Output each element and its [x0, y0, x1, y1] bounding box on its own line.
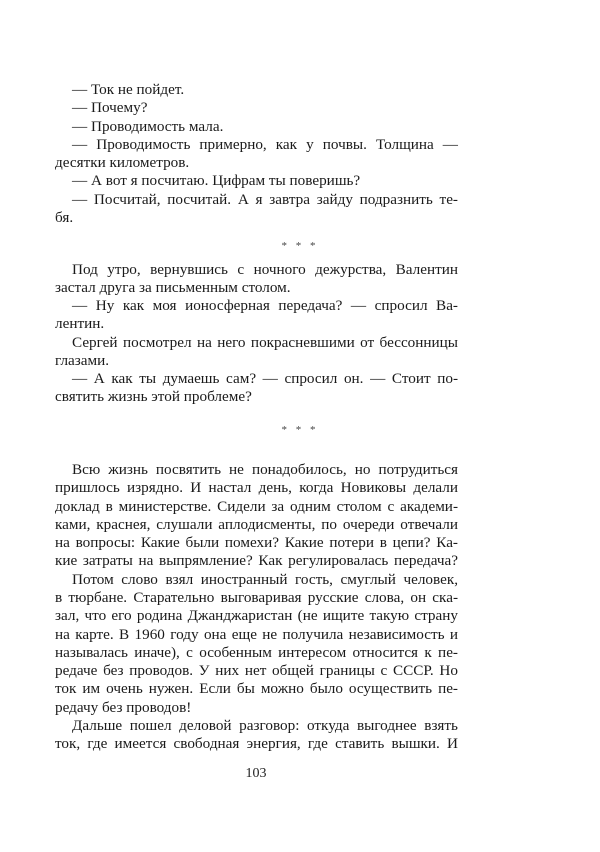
text-line: — Посчитай, посчитай. А я завтра зайду подразнить те-: [72, 191, 458, 208]
text-line: глазами.: [55, 352, 110, 369]
text-line: святить жизнь этой проблеме?: [55, 388, 252, 405]
text-line: Потом слово взял иностранный гость, смуглый человек,: [72, 571, 458, 588]
text-line: Сергей посмотрел на него покрасневшими от бессонницы: [72, 334, 458, 351]
text-line: доклад в министерстве. Сидели за одним столом с академи-: [55, 498, 458, 515]
text-line: — Ну как моя ионосферная передача? — спросил Ва-: [72, 297, 458, 314]
text-line: зал, что его родина Джанджаристан (не ищите такую страну: [55, 607, 458, 624]
text-line: — Проводимость мала.: [72, 118, 224, 135]
text-line: в тюрбане. Старательно выговаривая русские слова, он ска-: [55, 589, 458, 606]
text-line: десятки километров.: [55, 154, 190, 171]
section-separator: * * *: [281, 424, 319, 436]
text-line: редачу без проводов!: [55, 699, 192, 716]
text-line: кие затраты на выпрямление? Как регулировалась передача?: [55, 552, 458, 569]
text-line: — Почему?: [72, 99, 148, 116]
text-line: ток им очень нужен. Если бы можно было осуществить пе-: [55, 680, 458, 697]
text-line: — А вот я посчитаю. Цифрам ты поверишь?: [72, 172, 361, 189]
section-separator: * * *: [281, 240, 319, 252]
text-line: застал друга за письменным столом.: [55, 279, 291, 296]
text-line: Всю жизнь посвятить не понадобилось, но потрудиться: [72, 461, 458, 478]
text-line: редаче без проводов. У них нет общей границы с СССР. Но: [55, 662, 458, 679]
text-line: Дальше пошел деловой разговор: откуда выгоднее взять: [72, 717, 458, 734]
text-line: Под утро, вернувшись с ночного дежурства, Валентин: [72, 261, 458, 278]
text-line: лентин.: [55, 315, 105, 332]
text-line: пришлось изрядно. И настал день, когда Новиковы делали: [55, 479, 458, 496]
text-line: — Проводимость примерно, как у почвы. Толщина —: [72, 136, 458, 153]
page-number: 103: [245, 766, 267, 781]
text-line: на вопросы: Какие были помехи? Какие потери в цепи? Ка-: [55, 534, 458, 551]
text-line: бя.: [55, 209, 74, 226]
text-line: — А как ты думаешь сам? — спросил он. — Стоит по-: [72, 370, 458, 387]
text-line: ками, краснея, слушали аплодисменты, по очереди отвечали: [55, 516, 458, 533]
text-line: — Ток не пойдет.: [72, 81, 185, 98]
text-line: ток, где имеется свободная энергия, где ставить вышки. И: [55, 735, 458, 752]
text-line: на карте. В 1960 году она еще не получила независимость и: [55, 626, 458, 643]
text-line: называлась иначе), с особенным интересом относится к пе-: [55, 644, 458, 661]
